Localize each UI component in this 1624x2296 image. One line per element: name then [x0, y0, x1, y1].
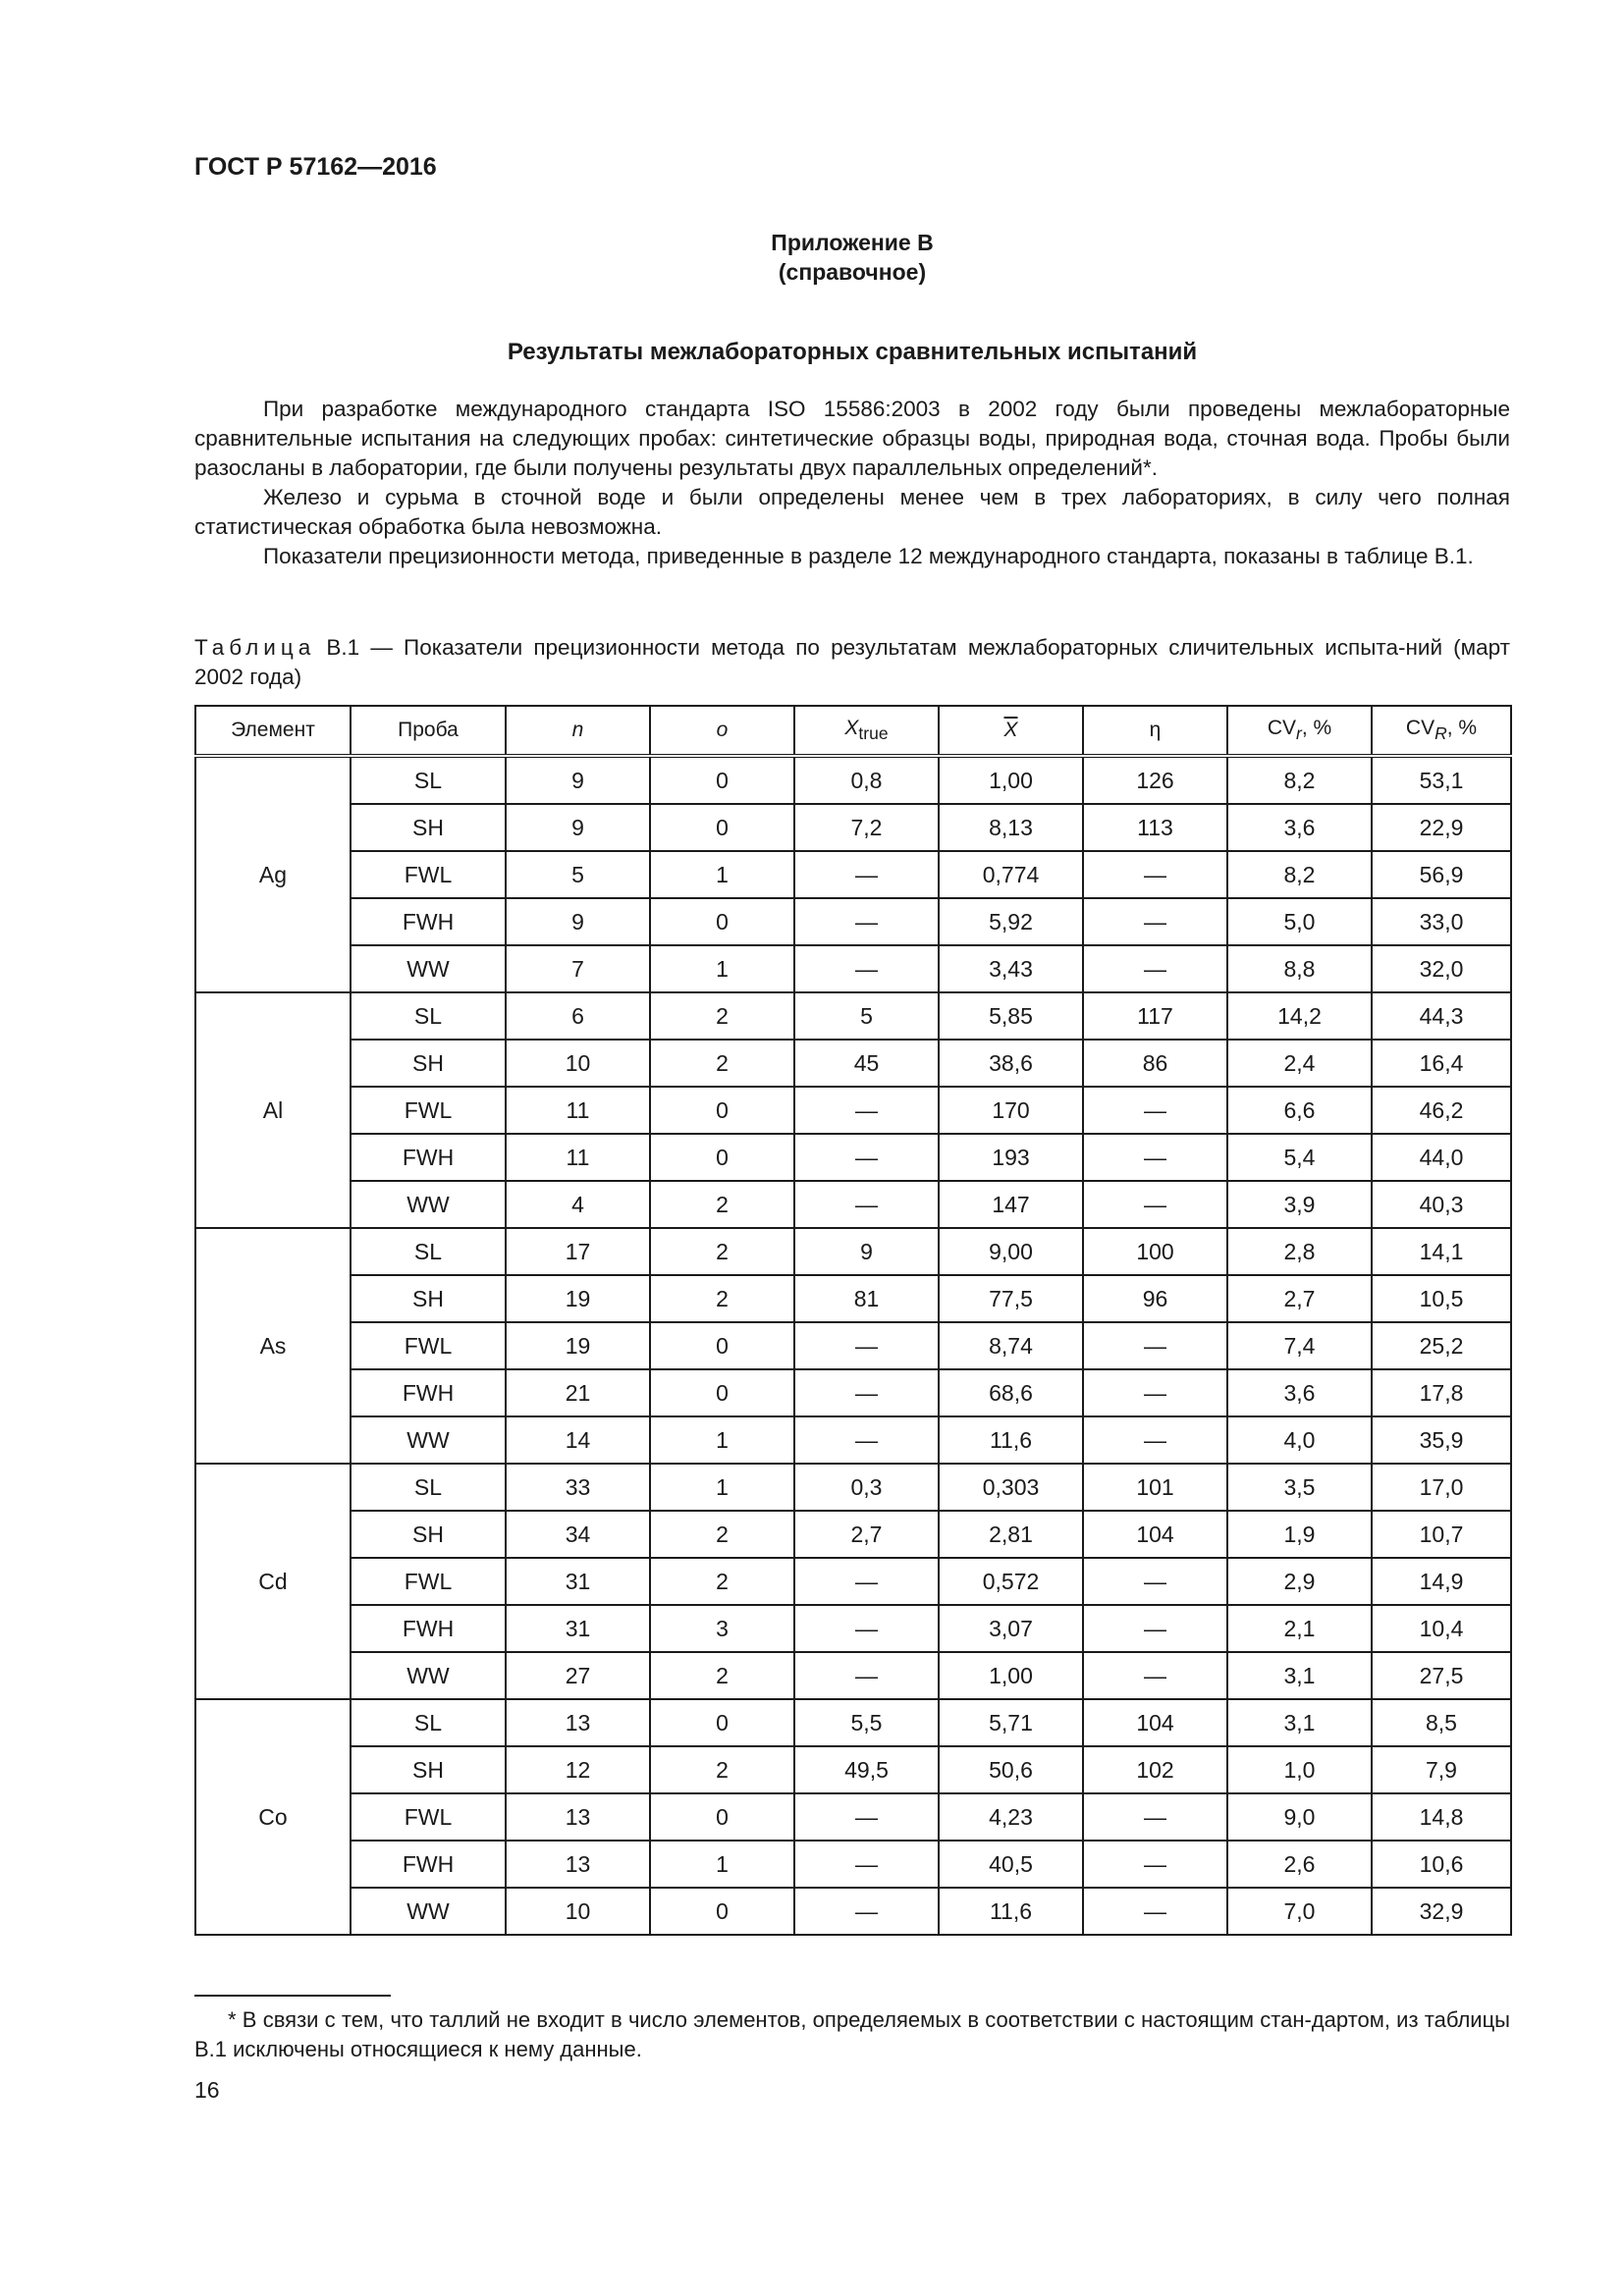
header-cvR-main: CV	[1405, 716, 1435, 739]
eta-cell: 113	[1083, 804, 1227, 851]
xmean-cell: 3,43	[939, 945, 1083, 992]
cvr-cell: 3,5	[1227, 1464, 1372, 1511]
table-body	[195, 756, 1511, 1935]
n-cell: 13	[506, 1793, 650, 1841]
table-caption-label: Таблица	[194, 635, 316, 660]
xmean-cell: 0,303	[939, 1464, 1083, 1511]
xtrue-cell: 5	[794, 992, 939, 1040]
eta-cell: —	[1083, 1652, 1227, 1699]
header-xtrue-sub: true	[858, 723, 889, 744]
cvR-cell: 53,1	[1372, 756, 1511, 804]
n-cell: 9	[506, 756, 650, 804]
table-row	[195, 945, 1511, 992]
element-cell: Co	[195, 1699, 351, 1935]
cvR-cell: 32,9	[1372, 1888, 1511, 1935]
table-row	[195, 1652, 1511, 1699]
xmean-cell: 8,74	[939, 1322, 1083, 1369]
o-cell: 0	[650, 898, 794, 945]
xmean-cell: 9,00	[939, 1228, 1083, 1275]
eta-cell: —	[1083, 851, 1227, 898]
o-cell: 2	[650, 1652, 794, 1699]
xmean-cell: 1,00	[939, 1652, 1083, 1699]
sample-cell: WW	[351, 1888, 506, 1935]
appendix-subtitle: (справочное)	[778, 259, 927, 285]
eta-cell: 104	[1083, 1511, 1227, 1558]
eta-cell: —	[1083, 1369, 1227, 1416]
xtrue-cell: 9	[794, 1228, 939, 1275]
sample-cell: SH	[351, 1275, 506, 1322]
o-cell: 2	[650, 1040, 794, 1087]
sample-cell: WW	[351, 945, 506, 992]
header-cvr	[1227, 706, 1372, 756]
table-row	[195, 1228, 1511, 1275]
xmean-cell: 5,85	[939, 992, 1083, 1040]
eta-cell: 126	[1083, 756, 1227, 804]
page-number: 16	[194, 2077, 220, 2103]
xmean-cell: 77,5	[939, 1275, 1083, 1322]
xmean-cell: 3,07	[939, 1605, 1083, 1652]
header-cvr-sub: r	[1296, 723, 1302, 744]
body-text	[194, 395, 1510, 571]
xtrue-cell: 2,7	[794, 1511, 939, 1558]
o-cell: 0	[650, 1134, 794, 1181]
n-cell: 5	[506, 851, 650, 898]
sample-cell: FWH	[351, 1369, 506, 1416]
n-cell: 34	[506, 1511, 650, 1558]
table-row	[195, 1322, 1511, 1369]
table-header	[195, 706, 1511, 756]
sample-cell: FWL	[351, 1322, 506, 1369]
eta-cell: —	[1083, 1134, 1227, 1181]
cvR-cell: 22,9	[1372, 804, 1511, 851]
sample-cell: FWH	[351, 898, 506, 945]
eta-cell: —	[1083, 1416, 1227, 1464]
cvR-cell: 17,8	[1372, 1369, 1511, 1416]
header-xtrue	[794, 706, 939, 756]
xtrue-cell: 7,2	[794, 804, 939, 851]
n-cell: 11	[506, 1087, 650, 1134]
o-cell: 1	[650, 1464, 794, 1511]
table-row	[195, 1464, 1511, 1511]
n-cell: 10	[506, 1888, 650, 1935]
cvr-cell: 8,2	[1227, 756, 1372, 804]
cvR-cell: 10,7	[1372, 1511, 1511, 1558]
xtrue-cell: 49,5	[794, 1746, 939, 1793]
xtrue-cell: —	[794, 945, 939, 992]
o-cell: 0	[650, 1322, 794, 1369]
xtrue-cell: —	[794, 1087, 939, 1134]
sample-cell: FWL	[351, 1793, 506, 1841]
eta-cell: —	[1083, 1322, 1227, 1369]
o-cell: 0	[650, 1369, 794, 1416]
table-row	[195, 804, 1511, 851]
cvR-cell: 27,5	[1372, 1652, 1511, 1699]
cvr-cell: 5,0	[1227, 898, 1372, 945]
xmean-cell: 11,6	[939, 1416, 1083, 1464]
cvR-cell: 8,5	[1372, 1699, 1511, 1746]
eta-cell: —	[1083, 898, 1227, 945]
cvr-cell: 2,4	[1227, 1040, 1372, 1087]
header-cvr-main: CV	[1267, 716, 1296, 739]
cvR-cell: 10,6	[1372, 1841, 1511, 1888]
eta-cell: 96	[1083, 1275, 1227, 1322]
sample-cell: SL	[351, 1464, 506, 1511]
eta-cell: —	[1083, 1888, 1227, 1935]
sample-cell: SH	[351, 1040, 506, 1087]
xmean-cell: 170	[939, 1087, 1083, 1134]
header-cvr-unit: , %	[1301, 716, 1332, 739]
sample-cell: FWL	[351, 851, 506, 898]
cvR-cell: 56,9	[1372, 851, 1511, 898]
xmean-cell: 147	[939, 1181, 1083, 1228]
o-cell: 1	[650, 945, 794, 992]
xmean-cell: 1,00	[939, 756, 1083, 804]
cvR-cell: 10,4	[1372, 1605, 1511, 1652]
cvR-cell: 25,2	[1372, 1322, 1511, 1369]
table-row	[195, 1275, 1511, 1322]
paragraph-2: Железо и сурьма в сточной воде и были определены менее чем в трех лабораториях, в силу чего полная статистическая обработка была невозможна.	[194, 485, 1510, 539]
sample-cell: SL	[351, 1699, 506, 1746]
o-cell: 2	[650, 992, 794, 1040]
xtrue-cell: —	[794, 898, 939, 945]
n-cell: 19	[506, 1322, 650, 1369]
xmean-cell: 50,6	[939, 1746, 1083, 1793]
table-row	[195, 898, 1511, 945]
n-cell: 14	[506, 1416, 650, 1464]
sample-cell: SL	[351, 992, 506, 1040]
paragraph-1: При разработке международного стандарта ISO 15586:2003 в 2002 году были проведены межлабораторные сравнительные испытания на следующих пробах: синтетические образцы воды, природная вода, сточная вода. Пробы были разосланы в лаборатории, где были получены результаты двух параллельных определений*.	[194, 397, 1510, 480]
n-cell: 4	[506, 1181, 650, 1228]
cvr-cell: 3,1	[1227, 1652, 1372, 1699]
element-cell: Cd	[195, 1464, 351, 1699]
o-cell: 3	[650, 1605, 794, 1652]
sample-cell: WW	[351, 1181, 506, 1228]
sample-cell: SL	[351, 1228, 506, 1275]
sample-cell: FWL	[351, 1087, 506, 1134]
cvr-cell: 2,1	[1227, 1605, 1372, 1652]
cvR-cell: 32,0	[1372, 945, 1511, 992]
cvR-cell: 10,5	[1372, 1275, 1511, 1322]
appendix-title: Приложение В	[771, 230, 934, 255]
cvR-cell: 14,9	[1372, 1558, 1511, 1605]
xmean-cell: 193	[939, 1134, 1083, 1181]
table-row	[195, 1369, 1511, 1416]
xtrue-cell: —	[794, 1605, 939, 1652]
n-cell: 11	[506, 1134, 650, 1181]
eta-cell: 102	[1083, 1746, 1227, 1793]
xtrue-cell: 5,5	[794, 1699, 939, 1746]
sample-cell: FWH	[351, 1134, 506, 1181]
o-cell: 2	[650, 1181, 794, 1228]
xmean-cell: 5,71	[939, 1699, 1083, 1746]
precision-table	[194, 705, 1512, 1936]
sample-cell: WW	[351, 1416, 506, 1464]
o-cell: 0	[650, 1793, 794, 1841]
o-cell: 1	[650, 1416, 794, 1464]
eta-cell: 117	[1083, 992, 1227, 1040]
cvr-cell: 5,4	[1227, 1134, 1372, 1181]
n-cell: 6	[506, 992, 650, 1040]
sample-cell: FWH	[351, 1841, 506, 1888]
header-cvR-sub: R	[1435, 723, 1447, 744]
table-row	[195, 1040, 1511, 1087]
cvR-cell: 14,8	[1372, 1793, 1511, 1841]
eta-cell: —	[1083, 1793, 1227, 1841]
n-cell: 33	[506, 1464, 650, 1511]
o-cell: 2	[650, 1746, 794, 1793]
xmean-cell: 0,572	[939, 1558, 1083, 1605]
o-cell: 2	[650, 1511, 794, 1558]
o-cell: 0	[650, 804, 794, 851]
header-row	[195, 706, 1511, 756]
n-cell: 10	[506, 1040, 650, 1087]
header-xtrue-main: X	[844, 716, 859, 739]
cvR-cell: 44,0	[1372, 1134, 1511, 1181]
element-cell: Ag	[195, 756, 351, 992]
table-row	[195, 1181, 1511, 1228]
header-cvR-unit: , %	[1446, 716, 1478, 739]
eta-cell: —	[1083, 1605, 1227, 1652]
eta-cell: —	[1083, 1087, 1227, 1134]
cvR-cell: 35,9	[1372, 1416, 1511, 1464]
cvR-cell: 17,0	[1372, 1464, 1511, 1511]
sample-cell: SH	[351, 804, 506, 851]
cvR-cell: 16,4	[1372, 1040, 1511, 1087]
table-row	[195, 1134, 1511, 1181]
table-row	[195, 1746, 1511, 1793]
cvr-cell: 2,8	[1227, 1228, 1372, 1275]
cvR-cell: 14,1	[1372, 1228, 1511, 1275]
footnote: * В связи с тем, что таллий не входит в число элементов, определяемых в соответствии с настоящим стан-дартом, из таблицы В.1 исключены относящиеся к нему данные.	[194, 2007, 1510, 2061]
eta-cell: —	[1083, 945, 1227, 992]
xtrue-cell: —	[794, 851, 939, 898]
cvr-cell: 2,6	[1227, 1841, 1372, 1888]
header-element: Элемент	[195, 706, 351, 756]
xtrue-cell: 81	[794, 1275, 939, 1322]
table-caption	[194, 633, 1510, 692]
o-cell: 1	[650, 1841, 794, 1888]
eta-cell: 104	[1083, 1699, 1227, 1746]
eta-cell: 100	[1083, 1228, 1227, 1275]
table-row	[195, 851, 1511, 898]
table-row	[195, 756, 1511, 804]
cvR-cell: 44,3	[1372, 992, 1511, 1040]
o-cell: 0	[650, 1699, 794, 1746]
sample-cell: FWH	[351, 1605, 506, 1652]
section-title: Результаты межлабораторных сравнительных испытаний	[507, 339, 1198, 365]
table-row	[195, 992, 1511, 1040]
cvR-cell: 40,3	[1372, 1181, 1511, 1228]
xmean-cell: 4,23	[939, 1793, 1083, 1841]
cvr-cell: 8,8	[1227, 945, 1372, 992]
cvr-cell: 2,7	[1227, 1275, 1372, 1322]
cvr-cell: 2,9	[1227, 1558, 1372, 1605]
table-row	[195, 1416, 1511, 1464]
xtrue-cell: —	[794, 1416, 939, 1464]
cvr-cell: 1,0	[1227, 1746, 1372, 1793]
sample-cell: SL	[351, 756, 506, 804]
cvr-cell: 7,0	[1227, 1888, 1372, 1935]
xtrue-cell: —	[794, 1322, 939, 1369]
n-cell: 17	[506, 1228, 650, 1275]
eta-cell: —	[1083, 1181, 1227, 1228]
eta-cell: —	[1083, 1841, 1227, 1888]
header-n: n	[506, 706, 650, 756]
xmean-cell: 11,6	[939, 1888, 1083, 1935]
header-o: o	[650, 706, 794, 756]
n-cell: 12	[506, 1746, 650, 1793]
cvr-cell: 6,6	[1227, 1087, 1372, 1134]
header-cvR	[1372, 706, 1511, 756]
header-eta: η	[1083, 706, 1227, 756]
xmean-cell: 8,13	[939, 804, 1083, 851]
xmean-cell: 38,6	[939, 1040, 1083, 1087]
n-cell: 21	[506, 1369, 650, 1416]
xtrue-cell: 0,8	[794, 756, 939, 804]
xtrue-cell: —	[794, 1369, 939, 1416]
xmean-cell: 68,6	[939, 1369, 1083, 1416]
table-row	[195, 1888, 1511, 1935]
xtrue-cell: —	[794, 1181, 939, 1228]
header-sample: Проба	[351, 706, 506, 756]
xtrue-cell: 45	[794, 1040, 939, 1087]
xmean-cell: 40,5	[939, 1841, 1083, 1888]
cvR-cell: 33,0	[1372, 898, 1511, 945]
cvr-cell: 3,6	[1227, 1369, 1372, 1416]
xtrue-cell: —	[794, 1558, 939, 1605]
xtrue-cell: —	[794, 1793, 939, 1841]
table-row	[195, 1841, 1511, 1888]
cvr-cell: 3,1	[1227, 1699, 1372, 1746]
xmean-cell: 2,81	[939, 1511, 1083, 1558]
element-cell: Al	[195, 992, 351, 1228]
table-row	[195, 1087, 1511, 1134]
table-row	[195, 1793, 1511, 1841]
sample-cell: WW	[351, 1652, 506, 1699]
footnote-divider	[194, 1995, 391, 1997]
xtrue-cell: —	[794, 1134, 939, 1181]
table-row	[195, 1605, 1511, 1652]
cvR-cell: 46,2	[1372, 1087, 1511, 1134]
cvr-cell: 4,0	[1227, 1416, 1372, 1464]
n-cell: 9	[506, 804, 650, 851]
element-cell: As	[195, 1228, 351, 1464]
cvr-cell: 9,0	[1227, 1793, 1372, 1841]
xtrue-cell: 0,3	[794, 1464, 939, 1511]
eta-cell: 86	[1083, 1040, 1227, 1087]
n-cell: 31	[506, 1558, 650, 1605]
table-row	[195, 1558, 1511, 1605]
cvr-cell: 8,2	[1227, 851, 1372, 898]
n-cell: 27	[506, 1652, 650, 1699]
document-code: ГОСТ Р 57162—2016	[194, 153, 437, 181]
cvr-cell: 3,9	[1227, 1181, 1372, 1228]
n-cell: 19	[506, 1275, 650, 1322]
eta-cell: 101	[1083, 1464, 1227, 1511]
xmean-cell: 0,774	[939, 851, 1083, 898]
eta-cell: —	[1083, 1558, 1227, 1605]
n-cell: 31	[506, 1605, 650, 1652]
table-row	[195, 1699, 1511, 1746]
table-caption-text: В.1 — Показатели прецизионности метода по результатам межлабораторных сличительных испыта-ний (март 2002 года)	[194, 635, 1510, 689]
xtrue-cell: —	[794, 1888, 939, 1935]
table-row	[195, 1511, 1511, 1558]
sample-cell: SH	[351, 1746, 506, 1793]
o-cell: 2	[650, 1275, 794, 1322]
xtrue-cell: —	[794, 1841, 939, 1888]
n-cell: 7	[506, 945, 650, 992]
sample-cell: SH	[351, 1511, 506, 1558]
header-xmean: $\overline{X}$	[939, 706, 1083, 756]
o-cell: 0	[650, 756, 794, 804]
o-cell: 1	[650, 851, 794, 898]
cvR-cell: 7,9	[1372, 1746, 1511, 1793]
paragraph-3: Показатели прецизионности метода, приведенные в разделе 12 международного стандарта, показаны в таблице В.1.	[263, 544, 1474, 568]
n-cell: 13	[506, 1841, 650, 1888]
n-cell: 13	[506, 1699, 650, 1746]
appendix-heading	[194, 228, 1510, 287]
o-cell: 0	[650, 1888, 794, 1935]
o-cell: 2	[650, 1558, 794, 1605]
cvr-cell: 1,9	[1227, 1511, 1372, 1558]
o-cell: 0	[650, 1087, 794, 1134]
n-cell: 9	[506, 898, 650, 945]
xmean-cell: 5,92	[939, 898, 1083, 945]
sample-cell: FWL	[351, 1558, 506, 1605]
cvr-cell: 14,2	[1227, 992, 1372, 1040]
cvr-cell: 7,4	[1227, 1322, 1372, 1369]
xtrue-cell: —	[794, 1652, 939, 1699]
cvr-cell: 3,6	[1227, 804, 1372, 851]
o-cell: 2	[650, 1228, 794, 1275]
